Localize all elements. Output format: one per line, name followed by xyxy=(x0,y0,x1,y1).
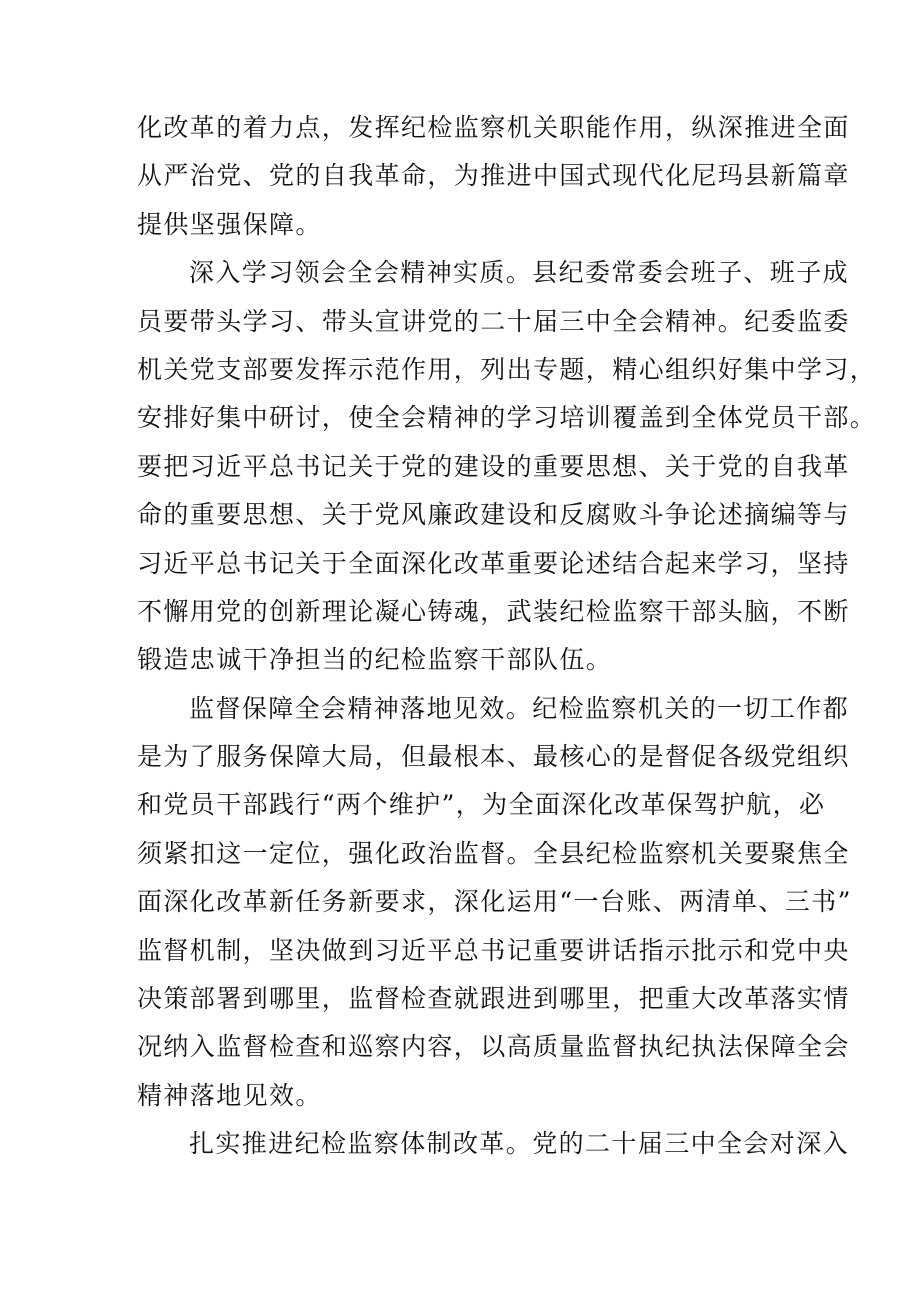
text-line: 员要带头学习、带头宣讲党的二十届三中全会精神。纪委监委 xyxy=(137,306,850,336)
text-line: 扎实推进纪检监察体制改革。党的二十届三中全会对深入 xyxy=(189,1129,850,1159)
text-line: 深入学习领会全会精神实质。县纪委常委会班子、班子成 xyxy=(189,258,850,288)
text-line: 锻造忠诚干净担当的纪检监察干部队伍。 xyxy=(137,645,613,675)
paragraph-reform xyxy=(137,1120,850,1168)
text-line: 不懈用党的创新理论凝心铸魂，武装纪检监察干部头脑，不断 xyxy=(137,596,850,626)
text-line: 提供坚强保障。 xyxy=(137,209,322,239)
text-line: 和党员干部践行“两个维护”，为全面深化改革保驾护航，必 xyxy=(137,790,826,820)
text-line: 监督机制，坚决做到习近平总书记重要讲话指示批示和党中央 xyxy=(137,935,850,965)
text-line: 命的重要思想、关于党风廉政建设和反腐败斗争论述摘编等与 xyxy=(137,500,850,530)
text-line: 是为了服务保障大局，但最根本、最核心的是督促各级党组织 xyxy=(137,742,850,772)
text-line: 精神落地见效。 xyxy=(137,1080,322,1110)
paragraph-supervision xyxy=(137,685,852,1121)
text-line: 从严治党、党的自我革命，为推进中国式现代化尼玛县新篇章 xyxy=(137,161,850,191)
text-line: 安排好集中研讨，使全会精神的学习培训覆盖到全体党员干部。 xyxy=(137,403,877,433)
text-line: 化改革的着力点，发挥纪检监察机关职能作用，纵深推进全面 xyxy=(137,113,850,142)
paragraph-study xyxy=(137,249,877,685)
document-body xyxy=(137,104,877,1169)
text-line: 习近平总书记关于全面深化改革重要论述结合起来学习，坚持 xyxy=(137,548,850,578)
text-line: 决策部署到哪里，监督检查就跟进到哪里，把重大改革落实情 xyxy=(137,984,850,1014)
text-line: 监督保障全会精神落地见效。纪检监察机关的一切工作都 xyxy=(189,693,850,723)
paragraph-intro-continuation xyxy=(137,104,850,249)
text-line: 须紧扣这一定位，强化政治监督。全县纪检监察机关要聚焦全 xyxy=(137,838,850,868)
text-line: 机关党支部要发挥示范作用，列出专题，精心组织好集中学习， xyxy=(137,354,877,384)
text-line: 要把习近平总书记关于党的建设的重要思想、关于党的自我革 xyxy=(137,451,850,481)
text-line: 面深化改革新任务新要求，深化运用“一台账、两清单、三书” xyxy=(137,887,852,917)
text-line: 况纳入监督检查和巡察内容，以高质量监督执纪执法保障全会 xyxy=(137,1032,850,1062)
